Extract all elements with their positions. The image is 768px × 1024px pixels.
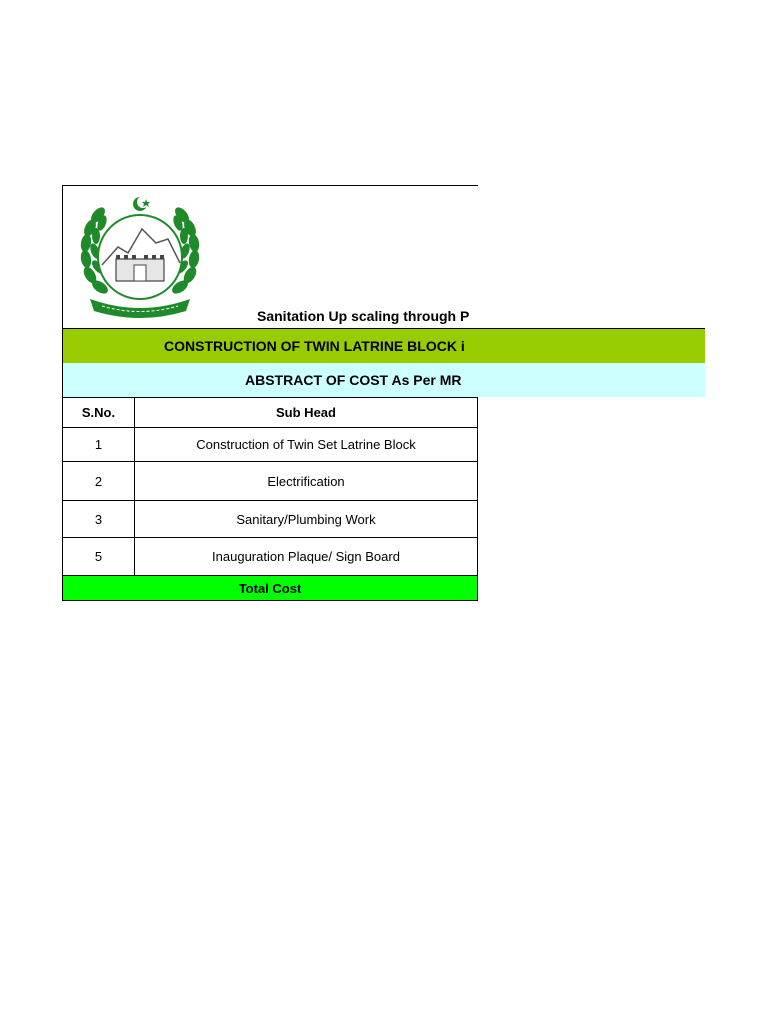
abstract-band-text: ABSTRACT OF COST As Per MR bbox=[245, 372, 462, 388]
header-sub-head: Sub Head bbox=[135, 398, 478, 428]
header-sno: S.No. bbox=[63, 398, 135, 428]
cell-sub-head: Electrification bbox=[135, 462, 478, 501]
table-row bbox=[63, 538, 478, 576]
table-row bbox=[63, 501, 478, 538]
title-band-text: CONSTRUCTION OF TWIN LATRINE BLOCK i bbox=[164, 338, 465, 354]
cell-sub-head: Construction of Twin Set Latrine Block bbox=[135, 428, 478, 462]
government-seal-icon bbox=[76, 193, 204, 319]
abstract-of-cost-table bbox=[62, 397, 478, 601]
title-band bbox=[62, 328, 705, 363]
cell-sno: 2 bbox=[63, 462, 135, 501]
cell-sno: 5 bbox=[63, 538, 135, 576]
cell-sub-head: Sanitary/Plumbing Work bbox=[135, 501, 478, 538]
table-row bbox=[63, 462, 478, 501]
table-header-row bbox=[63, 398, 478, 428]
abstract-band bbox=[62, 363, 705, 397]
table-row bbox=[63, 428, 478, 462]
cell-sub-head: Inauguration Plaque/ Sign Board bbox=[135, 538, 478, 576]
total-cost-row bbox=[63, 576, 478, 601]
cell-sno: 3 bbox=[63, 501, 135, 538]
total-cost-label: Total Cost bbox=[63, 576, 478, 601]
cell-sno: 1 bbox=[63, 428, 135, 462]
document-subtitle: Sanitation Up scaling through P bbox=[257, 308, 470, 324]
